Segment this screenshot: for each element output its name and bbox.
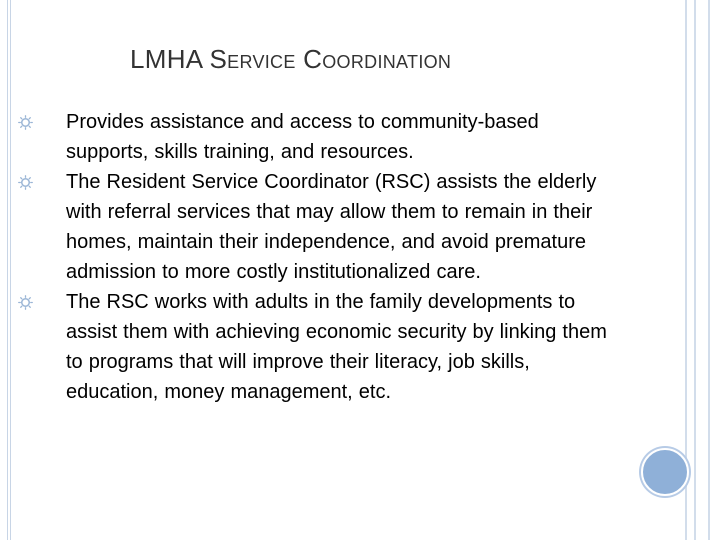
bullet-item [18,287,618,407]
right-border-line [694,0,696,540]
sun-icon [18,115,33,130]
left-border-line [7,0,8,540]
right-border-line [708,0,710,540]
slide-title: LMHA Service Coordination [130,44,452,74]
bullet-list [18,107,618,407]
bullet-text: The RSC works with adults in the family developments to assist them with achieving economic security by linking them to programs that will improve their literacy, job skills, education, money management, etc. [66,291,607,403]
bullet-text: The Resident Service Coordinator (RSC) assists the elderly with referral services that may allow them to remain in their homes, maintain their independence, and avoid premature admission to more costly institutionalized care. [66,171,597,283]
bullet-item [18,107,618,167]
left-border-line [10,0,11,540]
sun-icon [18,175,33,190]
bullet-text: Provides assistance and access to community-based supports, skills training, and resources. [66,111,539,163]
decorative-circle [641,448,689,496]
bullet-item [18,167,618,287]
sun-icon [18,295,33,310]
